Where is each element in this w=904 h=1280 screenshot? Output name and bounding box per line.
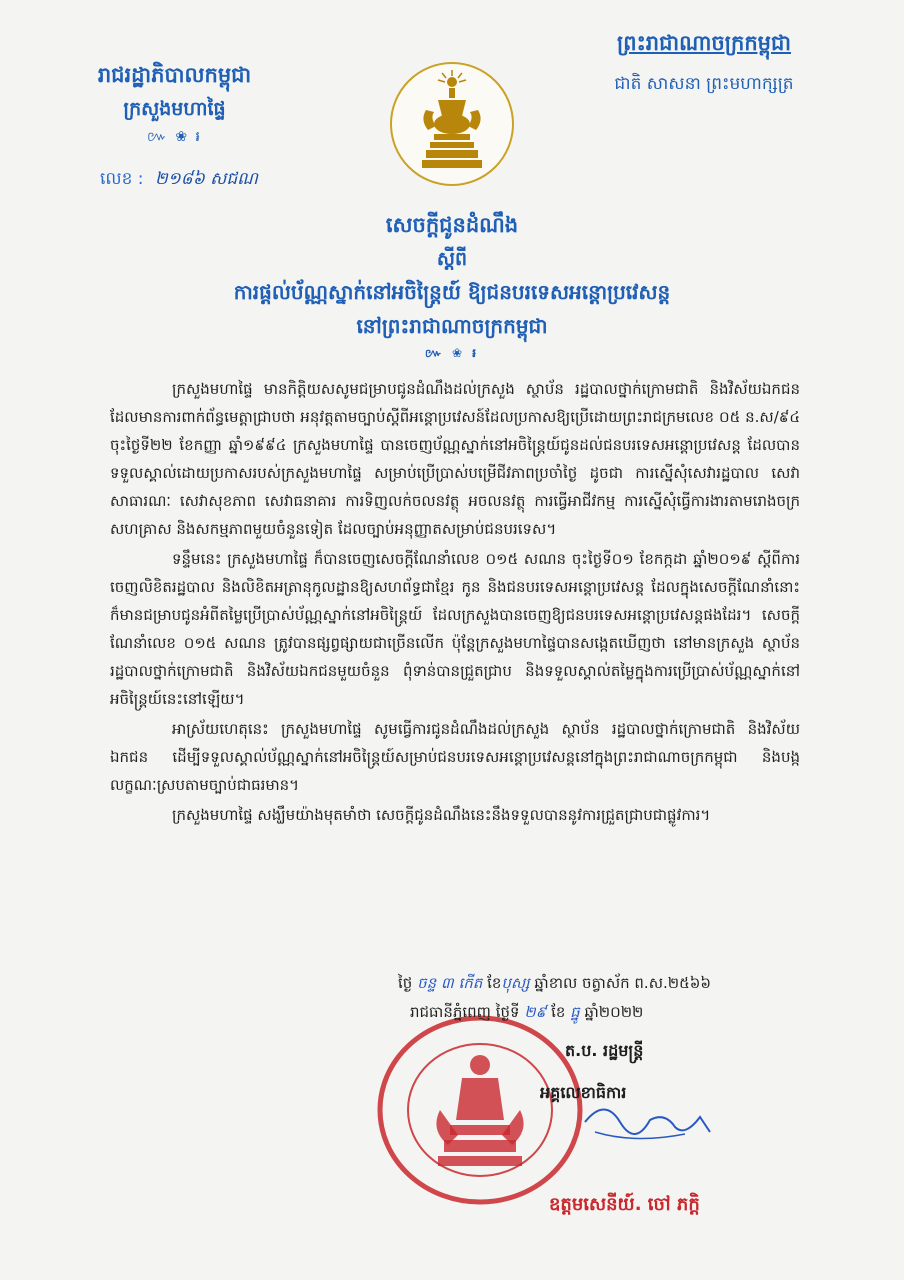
signatory-position: អគ្គលេខាធិការ — [540, 1083, 627, 1102]
reference-value: ២១៨៦ សជណ — [154, 169, 258, 189]
solar-day: ២៩ — [524, 1003, 547, 1021]
header-ornament: ៚ ❀ ៛ — [147, 129, 202, 145]
lunar-date-suffix: ឆ្នាំខាល ចត្វាស័ក ព.ស.២៥៦៦ — [534, 974, 711, 992]
body-paragraph-3: អាស្រ័យហេតុនេះ ក្រសួងមហាផ្ទៃ សូមធ្វើការជូនដំណឹងដល់ក្រសួង ស្ថាប័ន រដ្ឋបាលថ្នាក់ក្រោមជាតិ និងវិស័យឯកជន ដើម្បីទទួលស្គាល់ប័ណ្ណស្នាក់នៅអចិន្ត្រៃយ៍សម្រាប់ជនបរទេសអន្តោប្រវេសន្តនៅក្នុងព្រះរាជាណាចក្រកម្ពុជា និងបង្កលក្ខណៈស្របតាមច្បាប់ជាធរមាន។ — [110, 720, 800, 794]
handwritten-signature-icon — [575, 1092, 715, 1152]
lunar-day: ចន្ទ ៣ កើត — [417, 974, 483, 992]
body-paragraph-4: ក្រសួងមហាផ្ទៃ សង្ឃឹមយ៉ាងមុតមាំថា សេចក្តីជូនដំណឹងនេះនឹងទទួលបាននូវការជ្រួតជ្រាបជាផ្លូវការ។ — [172, 806, 711, 824]
royal-emblem-icon — [388, 60, 516, 188]
reference-label: លេខ : — [100, 169, 144, 189]
lunar-date — [398, 974, 711, 996]
lunar-month-label: ខែ — [487, 974, 502, 992]
signer-name: ឧត្តមសេនីយ៍. ចៅ ភក្តិ — [549, 1194, 700, 1215]
body-paragraph-2: ទន្ទឹមនេះ ក្រសួងមហាផ្ទៃ ក៏បានចេញសេចក្តីណែនាំលេខ ០១៥ សណន ចុះថ្ងៃទី០១ ខែកក្កដា ឆ្នាំ២០១៩ ស្តីពីការចេញលិខិតរដ្ឋបាល និងលិខិតអត្រានុកូលដ្ឋានឱ្យសហព័ទ្ធជាខ្មែរ កូន និងជនបរទេសអន្តោប្រវេសន្ត ដែលក្នុងសេចក្តីណែនាំនោះ ក៏មានជម្រាបជូនអំពីតម្លៃប្រើប្រាស់ប័ណ្ណស្នាក់នៅអចិន្ត្រៃយ៍ ដែលក្រសួងបានចេញឱ្យជនបរទេសអន្តោប្រវេសន្តផងដែរ។ សេចក្តីណែនាំលេខ ០១៥ សណន ត្រូវបានផ្សព្វផ្សាយជាច្រើនលើក ប៉ុន្តែក្រសួងមហាផ្ទៃបានសង្កេតឃើញថា នៅមានក្រសួង ស្ថាប័ន រដ្ឋបាលថ្នាក់ក្រោមជាតិ និងវិស័យឯកជនមួយចំនួន ពុំទាន់បានជ្រួតជ្រាប និងទទួលស្គាល់តម្លៃក្នុងការប្រើប្រាស់ប័ណ្ណស្នាក់នៅអចិន្ត្រៃយ៍នេះនៅឡើយ។ — [110, 550, 800, 708]
signer-name-stamp — [535, 1186, 795, 1236]
solar-month-label: ខែ — [551, 1003, 566, 1021]
notice-subject-label: ស្តីពី — [436, 248, 468, 270]
title-ornament: ៚ ❀ ៛ — [424, 346, 480, 360]
solar-date — [410, 1003, 643, 1025]
issuer-header — [52, 62, 297, 148]
official-seal-icon — [370, 1010, 590, 1210]
national-motto: ជាតិ សាសនា ព្រះមហាក្សត្រ — [614, 74, 794, 94]
notice-title-block — [0, 212, 904, 363]
notice-title: សេចក្តីជូនដំណឹង — [385, 213, 519, 237]
solar-date-suffix: ឆ្នាំ២០២២ — [584, 1003, 644, 1021]
kingdom-label: ព្រះរាជាណាចក្រកម្ពុជា — [616, 31, 791, 55]
signatory-on-behalf: ត.ប. រដ្ឋមន្ត្រី — [565, 1041, 644, 1060]
notice-subject-line2: នៅព្រះរាជាណាចក្រកម្ពុជា — [356, 314, 548, 338]
lunar-month: បុស្ស — [501, 974, 530, 992]
ministry-label: ក្រសួងមហាផ្ទៃ — [123, 98, 226, 120]
notice-body — [110, 375, 800, 831]
kingdom-header — [574, 30, 834, 98]
royal-government-label: រាជរដ្ឋាភិបាលកម្ពុជា — [97, 63, 252, 87]
reference-number — [100, 168, 258, 193]
lunar-date-prefix: ថ្ងៃ — [398, 974, 413, 992]
solar-month: ធ្នូ — [570, 1003, 580, 1021]
body-paragraph-1: ក្រសួងមហាផ្ទៃ មានកិត្តិយសសូមជម្រាបជូនដំណឹងដល់ក្រសួង ស្ថាប័ន រដ្ឋបាលថ្នាក់ក្រោមជាតិ និងវិស័យឯកជន ដែលមានការពាក់ព័ន្ធមេត្តាជ្រាបថា អនុវត្តតាមច្បាប់ស្តីពីអន្តោប្រវេសន៍ដែលប្រកាសឱ្យប្រើដោយព្រះរាជក្រមលេខ ០៥ ន.ស/៩៤ ចុះថ្ងៃទី២២ ខែកញ្ញា ឆ្នាំ១៩៩៤ ក្រសួងមហាផ្ទៃ បានចេញប័ណ្ណស្នាក់នៅអចិន្ត្រៃយ៍ជូនដល់ជនបរទេសអន្តោប្រវេសន្ត ដែលបានទទួលស្គាល់ដោយប្រកាសរបស់ក្រសួងមហាផ្ទៃ សម្រាប់ប្រើប្រាស់បម្រើជីវភាពប្រចាំថ្ងៃ ដូចជា ការស្នើសុំសេវារដ្ឋបាល សេវាសាធារណៈ សេវាសុខភាព សេវាធនាគារ ការទិញលក់ចលនវត្ថុ អចលនវត្ថុ ការធ្វើអាជីវកម្ម ការស្នើសុំធ្វើការងារតាមរោងចក្រ សហគ្រាស និងសកម្មភាពមួយចំនួនទៀត ដែលច្បាប់អនុញ្ញាតសម្រាប់ជនបរទេស។ — [110, 380, 800, 538]
notice-subject-line1: ការផ្តល់ប័ណ្ណស្នាក់នៅអចិន្ត្រៃយ៍ ឱ្យជនបរទេសអន្តោប្រវេសន្ត — [233, 280, 671, 304]
solar-date-prefix: រាជធានីភ្នំពេញ ថ្ងៃទី — [410, 1003, 520, 1021]
